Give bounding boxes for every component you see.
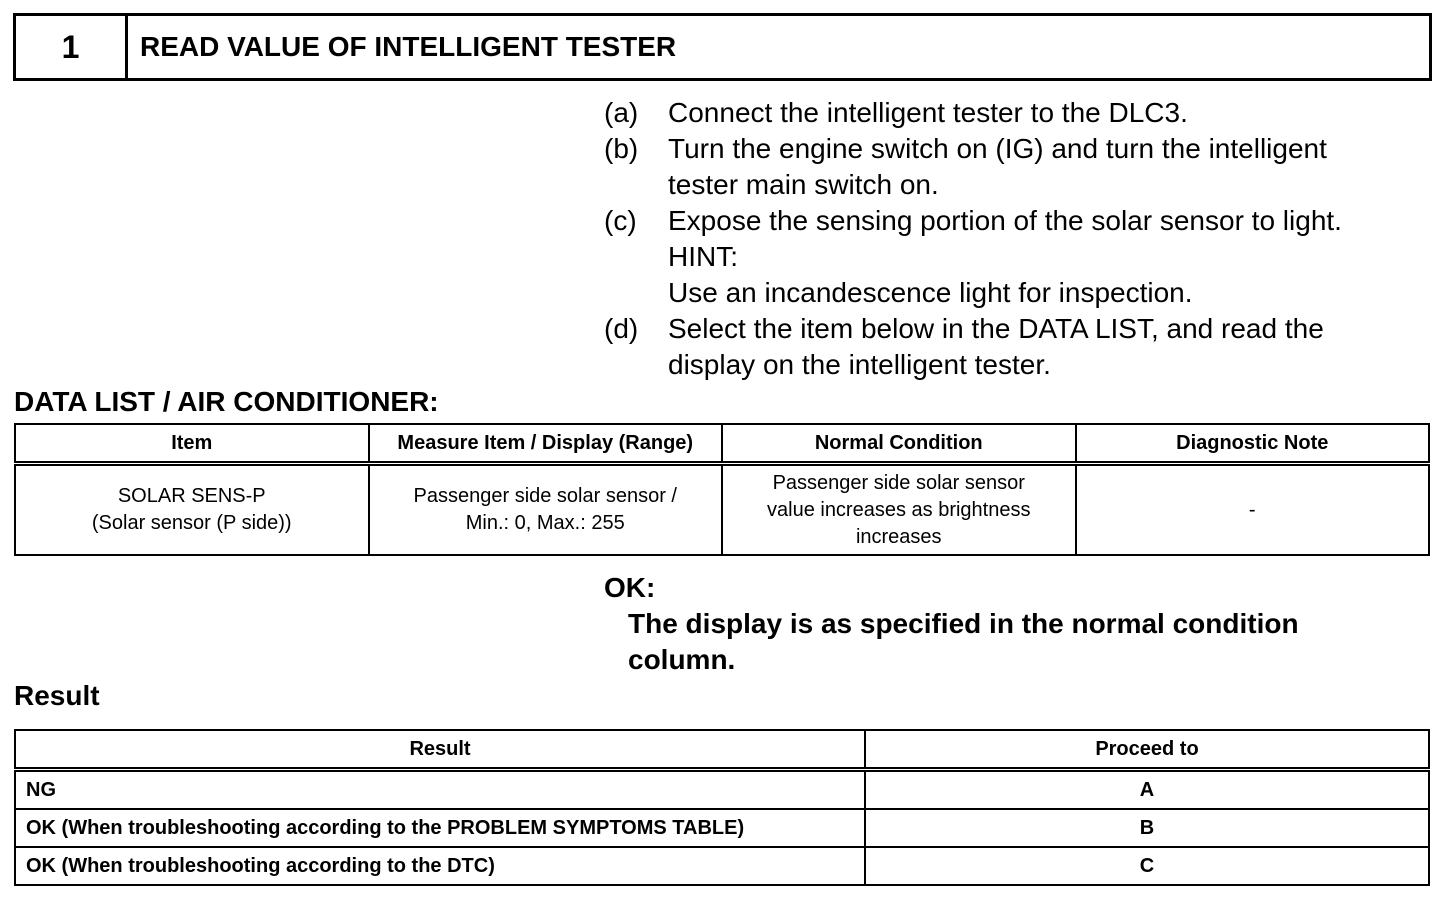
column-header-normal: Normal Condition bbox=[722, 424, 1076, 464]
procedure-item-c bbox=[604, 203, 1424, 311]
column-header-result: Result bbox=[15, 730, 865, 770]
procedure-list bbox=[604, 95, 1424, 383]
cell-line: Passenger side solar sensor bbox=[772, 471, 1025, 494]
cell-proceed: C bbox=[865, 847, 1429, 885]
cell-line: Passenger side solar sensor / bbox=[413, 485, 677, 507]
cell-item bbox=[15, 464, 369, 556]
table-row bbox=[15, 809, 1429, 847]
cell-measure bbox=[369, 464, 723, 556]
procedure-label: (c) bbox=[604, 205, 637, 236]
table-row bbox=[15, 770, 1429, 810]
result-table bbox=[14, 729, 1430, 886]
cell-result: OK (When troubleshooting according to the PROBLEM SYMPTOMS TABLE) bbox=[15, 809, 865, 847]
procedure-line: Turn the engine switch on (IG) and turn the intelligent bbox=[668, 133, 1327, 164]
column-header-measure: Measure Item / Display (Range) bbox=[369, 424, 723, 464]
result-title: Result bbox=[14, 680, 100, 711]
cell-line: - bbox=[1248, 498, 1256, 521]
procedure-line: Connect the intelligent tester to the DLC3. bbox=[668, 97, 1188, 128]
cell-result: NG bbox=[15, 770, 865, 810]
column-header-item: Item bbox=[15, 424, 369, 464]
procedure-item-b bbox=[604, 131, 1424, 203]
column-header-proceed: Proceed to bbox=[865, 730, 1429, 770]
data-list-title: DATA LIST / AIR CONDITIONER: bbox=[14, 386, 439, 417]
column-header-note: Diagnostic Note bbox=[1076, 424, 1430, 464]
ok-text-line: column. bbox=[628, 644, 736, 675]
hint-label: HINT: bbox=[668, 241, 738, 272]
ok-block bbox=[604, 570, 1424, 678]
cell-proceed: A bbox=[865, 770, 1429, 810]
cell-note bbox=[1076, 464, 1430, 556]
cell-line: increases bbox=[855, 525, 942, 548]
step-header bbox=[13, 13, 1432, 81]
table-header-row bbox=[15, 730, 1429, 770]
procedure-line: Select the item below in the DATA LIST, and read the bbox=[668, 313, 1324, 344]
procedure-label: (a) bbox=[604, 97, 639, 128]
cell-line: Min.: 0, Max.: 255 bbox=[465, 512, 625, 534]
step-title: READ VALUE OF INTELLIGENT TESTER bbox=[140, 31, 677, 62]
procedure-line: Expose the sensing portion of the solar sensor to light. bbox=[668, 205, 1342, 236]
procedure-label: (d) bbox=[604, 313, 639, 344]
procedure-item-a bbox=[604, 95, 1424, 131]
cell-result: OK (When troubleshooting according to the DTC) bbox=[15, 847, 865, 885]
cell-proceed: B bbox=[865, 809, 1429, 847]
procedure-line: display on the intelligent tester. bbox=[668, 349, 1051, 380]
procedure-label: (b) bbox=[604, 133, 639, 164]
ok-text-line: The display is as specified in the normal condition bbox=[628, 608, 1299, 639]
cell-line: SOLAR SENS-P bbox=[117, 485, 266, 507]
cell-normal bbox=[722, 464, 1076, 556]
table-row bbox=[15, 847, 1429, 885]
cell-line: value increases as brightness bbox=[767, 498, 1031, 521]
hint-text: Use an incandescence light for inspection. bbox=[668, 277, 1193, 308]
ok-title: OK: bbox=[604, 572, 656, 603]
table-row bbox=[15, 464, 1429, 556]
table-header-row bbox=[15, 424, 1429, 464]
cell-line: (Solar sensor (P side)) bbox=[91, 512, 292, 534]
procedure-line: tester main switch on. bbox=[668, 169, 939, 200]
step-number: 1 bbox=[16, 16, 128, 78]
data-list-table bbox=[14, 423, 1430, 556]
procedure-item-d bbox=[604, 311, 1424, 383]
